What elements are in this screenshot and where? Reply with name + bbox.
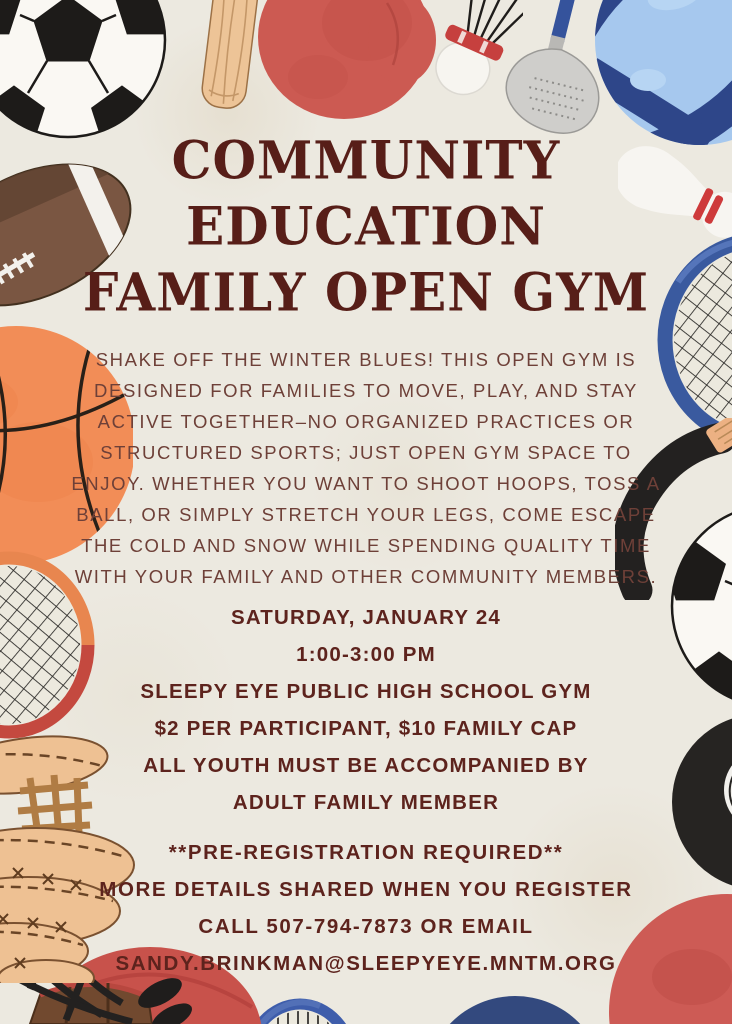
title-line: COMMUNITY (171, 129, 561, 192)
event-rule-line: ALL YOUTH MUST BE ACCOMPANIED BY (143, 754, 589, 777)
registration-details-note: MORE DETAILS SHARED WHEN YOU REGISTER (99, 878, 633, 901)
intro-paragraph (30, 344, 702, 592)
title-line: EDUCATION (186, 195, 546, 258)
intro-line: THE COLD AND SNOW WHILE SPENDING QUALITY TIME (81, 535, 651, 556)
event-date: SATURDAY, JANUARY 24 (230, 606, 502, 629)
page-title (0, 128, 732, 326)
contact-email-line: SANDY.BRINKMAN@SLEEPYEYE.MNTM.ORG (115, 952, 617, 975)
event-price: $2 PER PARTICIPANT, $10 FAMILY CAP (154, 717, 578, 740)
registration-required-note: **PRE-REGISTRATION REQUIRED** (168, 841, 564, 864)
registration-info (0, 834, 732, 982)
contact-phone-line: CALL 507-794-7873 OR EMAIL (198, 915, 534, 938)
event-rule-line: ADULT FAMILY MEMBER (232, 791, 500, 814)
event-location: SLEEPY EYE PUBLIC HIGH SCHOOL GYM (140, 680, 592, 703)
intro-line: WITH YOUR FAMILY AND OTHER COMMUNITY MEMBERS. (74, 566, 658, 587)
intro-line: BALL, OR SIMPLY STRETCH YOUR LEGS, COME ESCAPE (76, 504, 656, 525)
event-time: 1:00-3:00 PM (296, 643, 436, 666)
title-line: FAMILY OPEN GYM (82, 261, 650, 324)
intro-line: ENJOY. WHETHER YOU WANT TO SHOOT HOOPS, TOSS A (71, 473, 661, 494)
intro-line: STRUCTURED SPORTS; JUST OPEN GYM SPACE TO (100, 442, 632, 463)
event-details (0, 599, 732, 821)
intro-line: DESIGNED FOR FAMILIES TO MOVE, PLAY, AND STAY (94, 380, 638, 401)
intro-line: ACTIVE TOGETHER–NO ORGANIZED PRACTICES OR (97, 411, 635, 432)
intro-line: SHAKE OFF THE WINTER BLUES! THIS OPEN GYM IS (95, 349, 637, 370)
